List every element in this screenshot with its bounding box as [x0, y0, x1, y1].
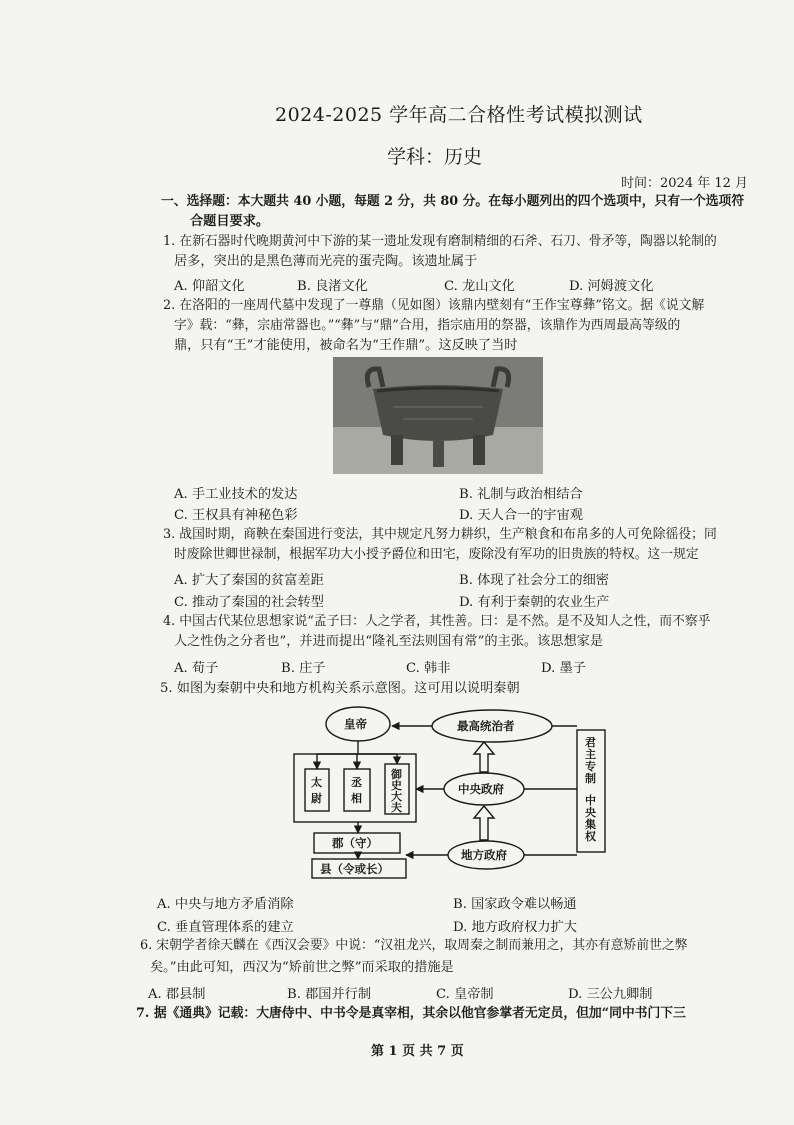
question-5-line-1: 5. 如图为秦朝中央和地方机构关系示意图。这可用以说明秦朝 — [160, 681, 520, 696]
emperor-label: 皇帝 — [344, 717, 367, 731]
autocracy-label: 君主专制 — [585, 736, 596, 785]
question-4-line-2: 人之性伪之分者也”，并进而提出“隆礼至法则国有常”的主张。该思想家是 — [174, 634, 604, 649]
question-6-line-2: 矣。”由此可知，西汉为“矫前世之弊”而采取的措施是 — [150, 960, 454, 975]
question-1-option-b[interactable]: B. 良渚文化 — [297, 279, 368, 294]
question-6-option-c[interactable]: C. 皇帝制 — [436, 987, 494, 1002]
question-5-option-a[interactable]: A. 中央与地方矛盾消除 — [157, 897, 294, 912]
question-2-option-c[interactable]: C. 王权具有神秘色彩 — [174, 508, 298, 523]
question-2-option-a[interactable]: A. 手工业技术的发达 — [174, 487, 298, 502]
up-arrow-icon — [474, 806, 494, 840]
page-footer: 第 1 页 共 7 页 — [371, 1044, 464, 1059]
question-3-option-b[interactable]: B. 体现了社会分工的细密 — [459, 573, 609, 588]
local-gov-label: 地方政府 — [461, 848, 507, 862]
question-1-option-a[interactable]: A. 仰韶文化 — [174, 279, 245, 294]
exam-date: 时间：2024 年 12 月 — [621, 176, 749, 191]
question-6-option-d[interactable]: D. 三公九卿制 — [568, 987, 653, 1002]
question-3-line-1: 3. 战国时期，商鞅在秦国进行变法，其中规定凡努力耕织，生产粮食和布帛多的人可免除徭役；同 — [163, 527, 717, 542]
centralization-label: 中央集权 — [585, 794, 596, 843]
county-label: 县（令或长） — [320, 862, 389, 876]
question-1-option-d[interactable]: D. 河姆渡文化 — [569, 279, 654, 294]
exam-title: 2024-2025 学年高二合格性考试模拟测试 — [275, 104, 643, 126]
central-gov-label: 中央政府 — [458, 782, 504, 796]
section-heading: 一、选择题：本大题共 40 小题，每题 2 分，共 80 分。在每小题列出的四个选项中，只有一个选项符 — [161, 194, 745, 209]
question-1-line-1: 1. 在新石器时代晚期黄河中下游的某一遗址发现有磨制精细的石斧、石刀、骨矛等，陶器以轮制的 — [163, 234, 717, 249]
question-2-line-3: 鼎，只有“王”才能使用，被命名为“王作鼎”。这反映了当时 — [174, 338, 518, 353]
question-4-line-1: 4. 中国古代某位思想家说“孟子曰：人之学者，其性善。曰：是不然。是不及知人之性，而不察乎 — [163, 614, 711, 629]
chengxiang-label: 丞相 — [351, 776, 362, 805]
yushi-label: 御史大夫 — [391, 768, 402, 814]
subject-label: 学科：历史 — [387, 146, 483, 168]
question-6-option-a[interactable]: A. 郡县制 — [148, 987, 206, 1002]
question-5-option-d[interactable]: D. 地方政府权力扩大 — [453, 920, 577, 935]
up-arrow-icon — [474, 742, 494, 772]
commandery-label: 郡（守） — [332, 836, 378, 850]
question-5-option-b[interactable]: B. 国家政令难以畅通 — [453, 897, 577, 912]
question-4-option-a[interactable]: A. 荀子 — [174, 661, 219, 676]
question-7-line-1: 7. 据《通典》记载：大唐侍中、中书令是真宰相，其余以他官参掌者无定员，但加“同中书门下三 — [136, 1006, 686, 1021]
question-2-line-2: 字》载：“彝，宗庙常器也。”“彝”与“鼎”合用，指宗庙用的祭器，该鼎作为西周最高等级的 — [174, 318, 681, 333]
question-2-option-b[interactable]: B. 礼制与政治相结合 — [459, 487, 583, 502]
question-5-option-c[interactable]: C. 垂直管理体系的建立 — [157, 920, 294, 935]
question-3-option-c[interactable]: C. 推动了秦国的社会转型 — [174, 595, 324, 610]
question-2-option-d[interactable]: D. 天人合一的宇宙观 — [459, 508, 583, 523]
question-4-option-d[interactable]: D. 墨子 — [541, 661, 586, 676]
question-4-option-c[interactable]: C. 韩非 — [406, 661, 451, 676]
question-3-option-a[interactable]: A. 扩大了秦国的贫富差距 — [174, 573, 324, 588]
question-1-option-c[interactable]: C. 龙山文化 — [444, 279, 515, 294]
bronze-ding-photo — [333, 357, 543, 474]
question-4-option-b[interactable]: B. 庄子 — [281, 661, 326, 676]
question-6-line-1: 6. 宋朝学者徐天麟在《西汉会要》中说：“汉祖龙兴，取周秦之制而兼用之，其亦有意矫前世之弊 — [140, 938, 688, 953]
question-2-line-1: 2. 在洛阳的一座周代墓中发现了一尊鼎（见如图）该鼎内壁刻有“王作宝尊彝”铭文。据《说文解 — [163, 298, 705, 313]
question-1-line-2: 居多，突出的是黑色薄而光亮的蛋壳陶。该遗址属于 — [174, 254, 478, 269]
qin-government-diagram — [280, 700, 610, 880]
taiwei-label: 太尉 — [311, 776, 322, 805]
supreme-ruler-label: 最高统治者 — [457, 719, 515, 733]
question-6-option-b[interactable]: B. 郡国并行制 — [287, 987, 372, 1002]
question-3-option-d[interactable]: D. 有利于秦朝的农业生产 — [459, 595, 610, 610]
question-3-line-2: 时废除世卿世禄制，根据军功大小授予爵位和田宅，废除没有军功的旧贵族的特权。这一规定 — [174, 547, 699, 562]
bronze-ding-icon — [333, 357, 543, 474]
section-heading-cont: 合题目要求。 — [190, 214, 270, 229]
